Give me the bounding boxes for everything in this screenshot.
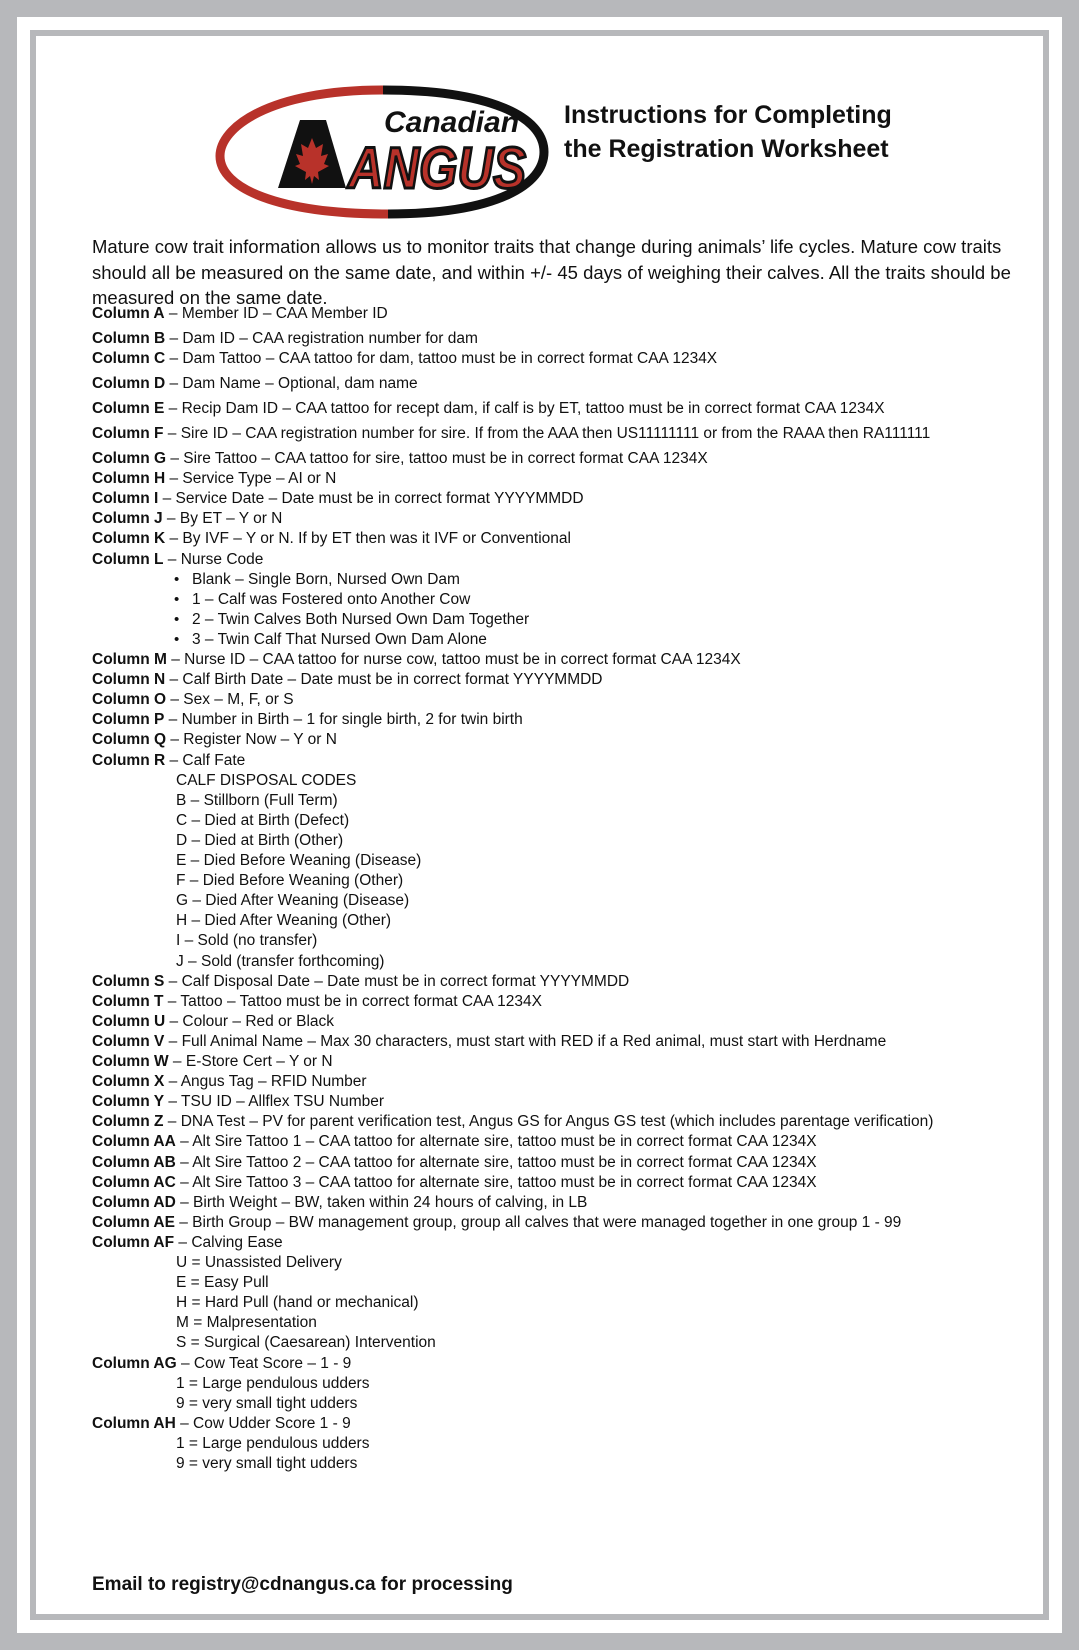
column-description: – Cow Teat Score – 1 - 9 [176,1354,352,1372]
code-item: J – Sold (transfer forthcoming) [176,952,385,970]
column-item [92,329,478,349]
column-item [92,349,717,369]
column-label: Column Q [92,731,167,749]
column-description: – Member ID – CAA Member ID [164,305,388,322]
column-item [92,449,708,469]
column-description: – Dam ID – CAA registration number for dam [165,330,478,347]
column-label: Column AG [92,1354,177,1372]
code-item: H = Hard Pull (hand or mechanical) [176,1294,419,1312]
code-item: C – Died at Birth (Defect) [176,811,350,829]
column-description: – Calf Disposal Date – Date must be in correct format YYYYMMDD [164,972,630,990]
column-label: Column O [92,691,167,709]
column-description: – Sex – M, F, or S [166,691,294,709]
code-item: B – Stillborn (Full Term) [176,791,338,809]
content-panel [30,30,1049,1620]
column-item [92,509,282,529]
column-description: – Colour – Red or Black [165,1012,335,1030]
column-label: Column A [92,305,165,322]
code-item: U = Unassisted Delivery [176,1254,342,1271]
column-item [92,730,337,750]
canadian-angus-logo [208,76,568,226]
column-item [92,1193,587,1213]
logo-top-word: Canadian [384,106,520,139]
code-item: 9 = very small tight udders [176,1455,358,1472]
column-description: – Alt Sire Tattoo 1 – CAA tattoo for alternate sire, tattoo must be in correct format CAA 1234X [175,1133,817,1151]
column-description: – Dam Name – Optional, dam name [165,375,418,392]
code-item: E – Died Before Weaning (Disease) [176,852,422,869]
email-instruction: Email to registry@cdnangus.ca for processing [92,1574,513,1595]
column-description: – Alt Sire Tattoo 3 – CAA tattoo for alternate sire, tattoo must be in correct format CAA 1234X [175,1173,817,1191]
column-item [92,1092,384,1112]
column-description: – Recip Dam ID – CAA tattoo for recept dam, if calf is by ET, tattoo must be in correct format CAA 1234X [164,400,885,417]
column-description: – E-Store Cert – Y or N [168,1053,333,1070]
column-label: Column AC [92,1173,176,1191]
column-item [92,469,336,489]
column-item [92,1354,351,1374]
column-description: – Calf Birth Date – Date must be in correct format YYYYMMDD [165,671,603,689]
column-item [92,550,263,570]
nurse-code-bullet: • 2 – Twin Calves Both Nursed Own Dam Together [192,610,529,630]
column-item [92,1233,283,1253]
column-label: Column R [92,751,166,769]
column-description: – Alt Sire Tattoo 2 – CAA tattoo for alternate sire, tattoo must be in correct format CAA 1234X [175,1153,817,1171]
column-label: Column W [92,1053,169,1070]
column-description: – Nurse ID – CAA tattoo for nurse cow, tattoo must be in correct format CAA 1234X [166,651,741,668]
column-label: Column B [92,330,166,347]
nurse-code-bullet: • 3 – Twin Calf That Nursed Own Dam Alone [192,630,487,650]
column-description: – TSU ID – Allflex TSU Number [164,1093,385,1111]
column-item [92,304,388,324]
page-title [564,98,892,166]
code-item: 1 = Large pendulous udders [176,1434,370,1452]
nurse-code-bullet: • Blank – Single Born, Nursed Own Dam [192,570,460,590]
column-item [92,399,885,419]
title-line-1: Instructions for Completing [564,101,892,129]
column-item [92,1032,886,1052]
column-label: Column G [92,450,167,467]
column-item [92,489,584,509]
column-description: – Tattoo – Tattoo must be in correct format CAA 1234X [163,992,542,1010]
column-item [92,1112,933,1132]
column-label: Column H [92,470,166,488]
column-label: Column AD [92,1193,176,1211]
column-item [92,650,741,670]
column-item [92,670,603,690]
column-item [92,710,523,730]
column-description: – By ET – Y or N [162,510,283,528]
column-item [92,1414,351,1434]
column-description: – Nurse Code [163,550,264,568]
column-description: – Service Date – Date must be in correct format YYYYMMDD [158,490,584,508]
column-label: Column M [92,651,167,668]
column-label: Column E [92,400,165,417]
column-label: Column N [92,671,166,689]
column-item [92,1132,817,1152]
column-label: Column AA [92,1133,176,1151]
column-label: Column C [92,350,166,367]
page-frame [17,17,1062,1633]
column-label: Column U [92,1012,166,1030]
column-label: Column D [92,375,166,392]
column-description: – Sire ID – CAA registration number for sire. If from the AAA then US11111111 or from the RAAA then RA111111 [163,425,931,442]
column-description: – Number in Birth – 1 for single birth, 2 for twin birth [164,711,523,729]
column-item [92,972,629,992]
column-description: – Dam Tattoo – CAA tattoo for dam, tattoo must be in correct format CAA 1234X [165,350,718,367]
column-item [92,1072,367,1092]
column-label: Column T [92,992,164,1010]
column-label: Column P [92,711,165,729]
column-description: – Register Now – Y or N [166,731,337,749]
column-description: – Calf Fate [165,751,246,769]
column-label: Column AF [92,1233,175,1251]
column-description: – Service Type – AI or N [165,470,337,488]
column-description: – DNA Test – PV for parent verification test, Angus GS for Angus GS test (which includes parentage verification) [163,1113,934,1131]
code-item: E = Easy Pull [176,1274,269,1292]
intro-paragraph: Mature cow trait information allows us to monitor traits that change during animals’ life cycles. Mature cow traits should all be measured on the same date, and within +/- 45 days of weighing their calves. All the traits should be measured on the same date. [92,236,1011,308]
column-label: Column K [92,530,166,548]
column-item [92,992,542,1012]
column-label: Column S [92,972,165,990]
column-description: – Full Animal Name – Max 30 characters, must start with RED if a Red animal, must start with Herdname [164,1032,887,1050]
column-item [92,690,294,710]
column-item [92,374,418,394]
code-item: S = Surgical (Caesarean) Intervention [176,1334,436,1352]
code-item: 1 = Large pendulous udders [176,1374,370,1392]
column-label: Column V [92,1032,165,1050]
column-item [92,1153,817,1173]
code-item: F – Died Before Weaning (Other) [176,872,404,890]
column-description: – Angus Tag – RFID Number [164,1073,367,1091]
column-description: – Sire Tattoo – CAA tattoo for sire, tattoo must be in correct format CAA 1234X [166,450,708,467]
code-item: CALF DISPOSAL CODES [176,771,357,789]
maple-leaf-icon [278,120,346,188]
column-item [92,1213,901,1233]
code-item: G – Died After Weaning (Disease) [176,892,410,910]
column-label: Column X [92,1073,165,1091]
column-label: Column I [92,490,159,508]
column-description: – Cow Udder Score 1 - 9 [175,1414,351,1432]
code-item: M = Malpresentation [176,1314,317,1332]
logo-main-word: ANGUS [346,136,527,201]
column-label: Column J [92,510,163,528]
column-label: Column F [92,425,164,442]
column-item [92,1012,334,1032]
column-description: – Calving Ease [174,1233,283,1251]
column-description: – By IVF – Y or N. If by ET then was it IVF or Conventional [165,530,571,548]
code-item: 9 = very small tight udders [176,1394,358,1412]
column-item [92,529,571,549]
column-label: Column Z [92,1113,164,1131]
code-item: I – Sold (no transfer) [176,932,318,950]
column-description: – Birth Group – BW management group, group all calves that were managed together in one group 1 - 99 [174,1213,902,1231]
column-description: – Birth Weight – BW, taken within 24 hours of calving, in LB [175,1193,588,1211]
column-item [92,751,245,771]
column-item [92,424,930,444]
code-item: D – Died at Birth (Other) [176,831,344,849]
column-label: Column Y [92,1093,165,1111]
column-item [92,1052,333,1072]
title-line-2: the Registration Worksheet [564,135,889,163]
code-item: H – Died After Weaning (Other) [176,912,392,930]
column-item [92,1173,817,1193]
column-label: Column AE [92,1213,175,1231]
nurse-code-bullet: • 1 – Calf was Fostered onto Another Cow [192,590,470,610]
column-label: Column AB [92,1153,176,1171]
column-label: Column L [92,550,164,568]
column-label: Column AH [92,1414,176,1432]
